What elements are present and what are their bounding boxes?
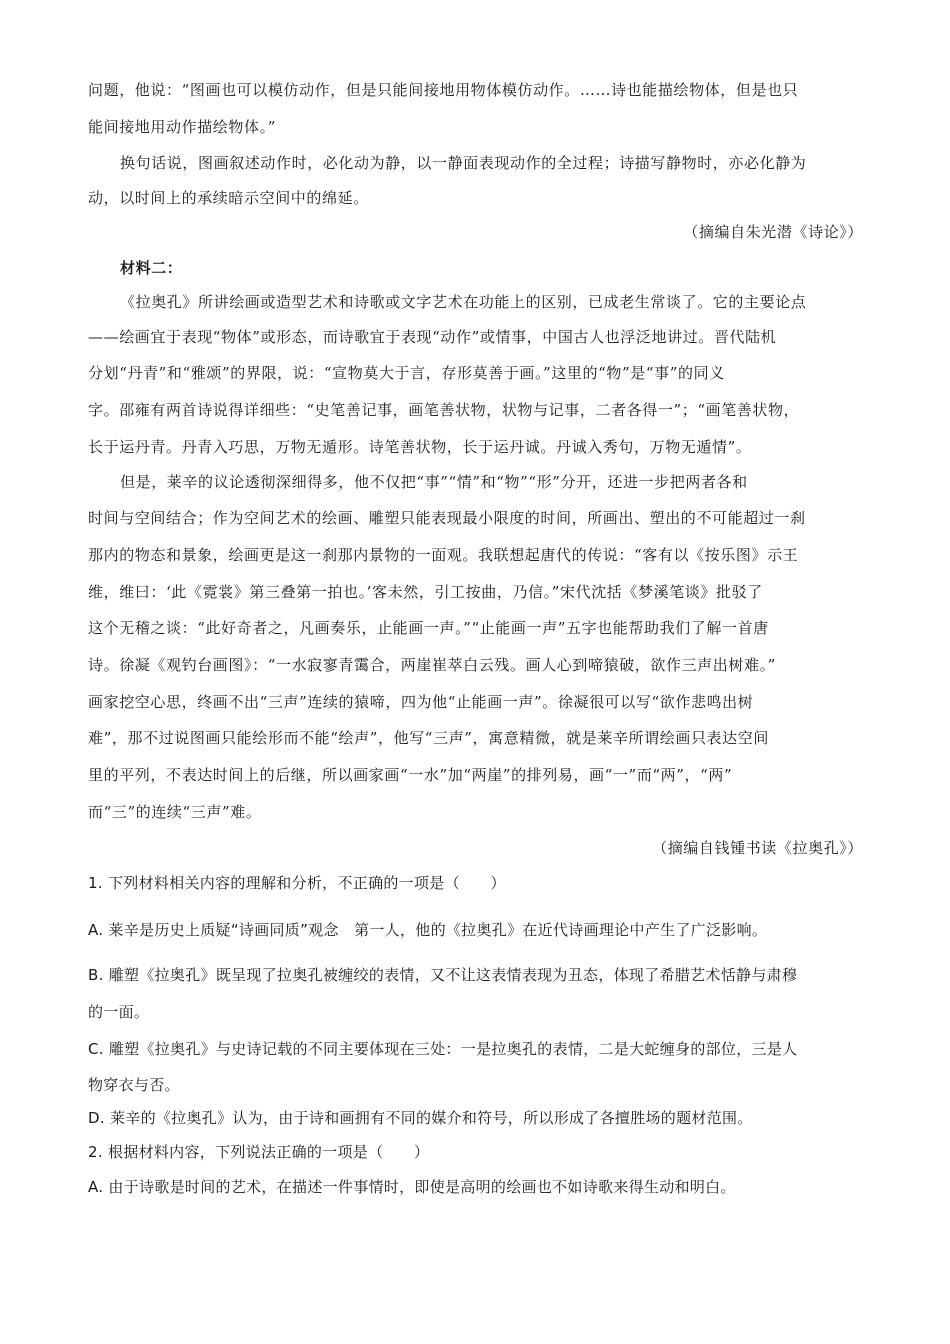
material2-line-3: 分划“丹青”和“雅颂”的界限，说：“宣物莫大于言，存形莫善于画。”这里的“物”是“事”的同义 — [88, 364, 725, 382]
question-1-option-b-line-1: B. 雕塑《拉奥孔》既呈现了拉奥孔被缠绞的表情，又不让这表情表现为丑态，体现了希腊艺术恬静与肃穆 — [88, 966, 798, 984]
material2-source: （摘编自钱锺书读《拉奥孔》） — [652, 839, 863, 857]
question-1-option-b-line-2: 的一面。 — [88, 1003, 150, 1021]
question-1-option-c-line-1: C. 雕塑《拉奥孔》与史诗记载的不同主要体现在三处：一是拉奥孔的表情，二是大蛇缠身的部位，三是人 — [88, 1040, 798, 1058]
question-2-option-a: A. 由于诗歌是时间的艺术，在描述一件事情时，即使是高明的绘画也不如诗歌来得生动和明白。 — [88, 1178, 736, 1196]
material2-line-13: 难”，那不过说图画只能绘形而不能“绘声”，他写“三声”，寓意精微，就是莱辛所谓绘画只表达空间 — [88, 729, 769, 747]
material2-line-6: 但是，莱辛的议论透彻深细得多，他不仅把“事”“情”和“物”“形”分开，还进一步把两者各和 — [120, 473, 748, 491]
material1-line-4: 动，以时间上的承续暗示空间中的绵延。 — [88, 189, 369, 207]
material2-line-10: 这个无稽之谈：“此好奇者之，凡画奏乐，止能画一声。”“止能画一声”五字也能帮助我们了解一首唐 — [88, 619, 769, 637]
material2-line-15: 而“三”的连续“三声”难。 — [88, 803, 262, 821]
material2-line-4: 字。邵雍有两首诗说得详细些：“史笔善记事，画笔善状物，状物与记事，二者各得一”；“画笔善状物， — [88, 401, 800, 419]
material2-line-14: 里的平列，不表达时间上的后继，所以画家画“一水”加“两崖”的排列易，画“一”而“两”，“两” — [88, 766, 733, 784]
material2-line-2: ——绘画宜于表现“物体”或形态，而诗歌宜于表现“动作”或情事，中国古人也浮泛地讲过。晋代陆机 — [88, 328, 777, 346]
material2-line-1: 《拉奥孔》所讲绘画或造型艺术和诗歌或文字艺术在功能上的区别，已成老生常谈了。它的主要论点 — [120, 293, 807, 311]
question-1-option-c-line-2: 物穿衣与否。 — [88, 1076, 180, 1094]
material1-line-2: 能间接地用动作描绘物体。” — [88, 118, 276, 136]
question-1-option-d: D. 莱辛的《拉奥孔》认为，由于诗和画拥有不同的媒介和符号，所以形成了各擅胜场的题材范围。 — [88, 1109, 753, 1127]
question-1-option-a: A. 莱辛是历史上质疑“诗画同质”观念 第一人，他的《拉奥孔》在近代诗画理论中产生了广泛影响。 — [88, 921, 768, 939]
question-2-stem: 2. 根据材料内容，下列说法正确的一项是（ ） — [88, 1143, 430, 1161]
material2-line-9: 维，维曰：‘此《霓裳》第三叠第一拍也。’客未然，引工按曲，乃信。”宋代沈括《梦溪笔谈》批驳了 — [88, 583, 763, 601]
material1-line-1: 问题，他说：“图画也可以模仿动作，但是只能间接地用物体模仿动作。……诗也能描绘物体，但是也只 — [88, 81, 799, 99]
material2-line-7: 时间与空间结合；作为空间艺术的绘画、雕塑只能表现最小限度的时间，所画出、塑出的不可能超过一刹 — [88, 509, 806, 527]
material1-line-3: 换句话说，图画叙述动作时，必化动为静，以一静面表现动作的全过程；诗描写静物时，亦必化静为 — [120, 154, 807, 172]
question-1-stem: 1. 下列材料相关内容的理解和分析，不正确的一项是（ ） — [88, 874, 506, 892]
material2-heading: 材料二： — [120, 259, 183, 277]
material1-source: （摘编自朱光潜《诗论》） — [683, 223, 863, 241]
material2-line-8: 那内的物态和景象，绘画更是这一刹那内景物的一面观。我联想起唐代的传说：“客有以《按乐图》示王 — [88, 546, 799, 564]
material2-line-12: 画家挖空心思，终画不出“三声”连续的猿啼，四为他“止能画一声”。徐凝很可以写“欲作悲鸣出树 — [88, 693, 754, 711]
material2-line-11: 诗。徐凝《观钓台画图》：“一水寂寥青霭合，两崖崔萃白云残。画人心到啼猿破，欲作三声出树难。” — [88, 656, 776, 674]
material2-line-5: 长于运丹青。丹青入巧思，万物无遁形。诗笔善状物，长于运丹诚。丹诚入秀句，万物无遁情”。 — [88, 438, 752, 456]
